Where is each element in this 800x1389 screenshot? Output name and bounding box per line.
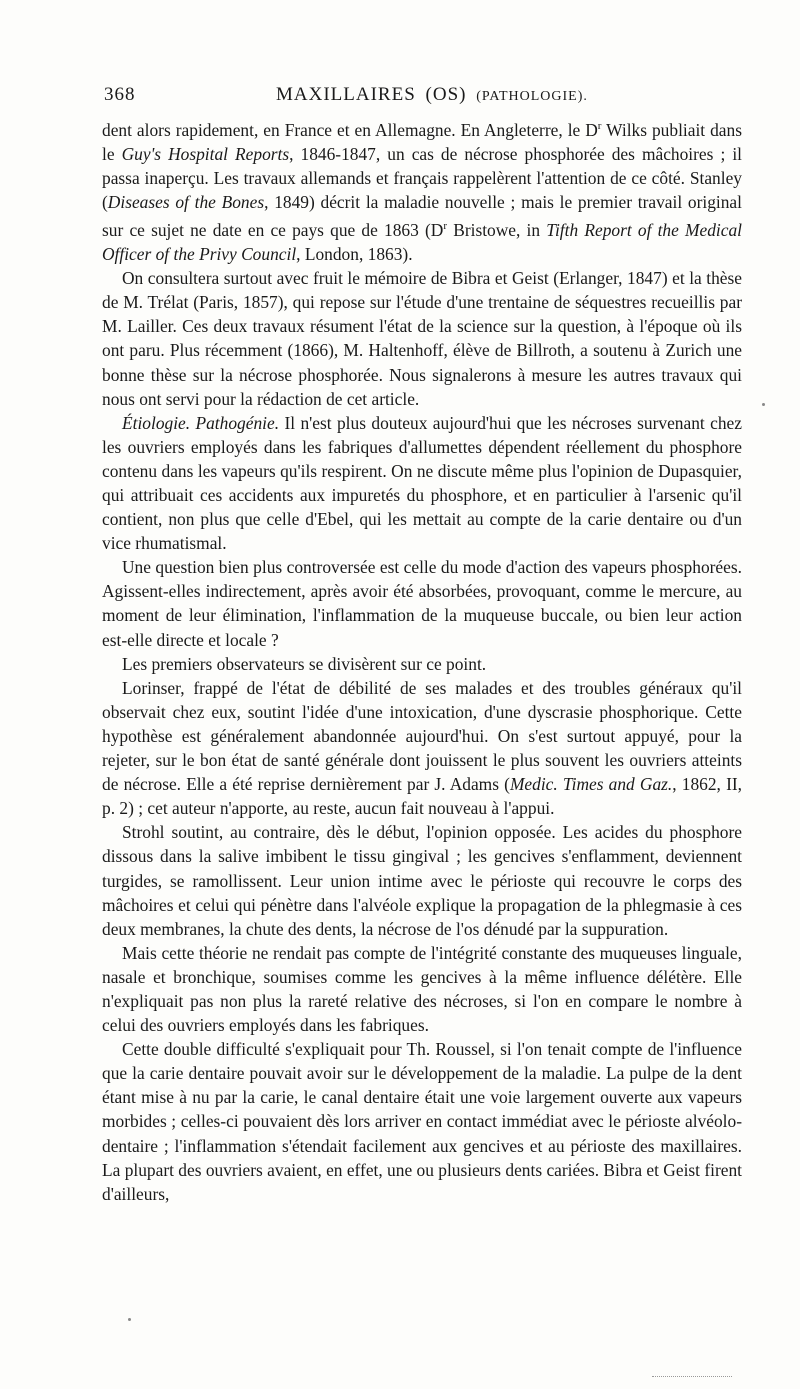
page-number: 368 (104, 84, 136, 105)
paragraph-roussel: Cette double difficulté s'expliquait pour Th. Roussel, si l'on tenait compte de l'influence que la carie dentaire pouvait avoir sur le développement de la maladie. La pulpe de la dent étant mise à nu par la carie, le canal dentaire était une voie largement ouverte aux vapeurs morbides ; celles-ci pouvaient dès lors arriver en contact immédiat avec le périoste alvéolo-dentaire ; l'inflammation s'étendait facilement aux gencives et au périoste des maxillaires. La plupart des ouvriers avaient, en effet, une ou plusieurs dents cariées. Bibra et Geist firent d'ailleurs, (102, 1039, 743, 1204)
margin-speck (762, 403, 765, 406)
running-title-main: MAXILLAIRES (OS) (276, 84, 467, 105)
running-title (276, 84, 588, 106)
paragraph-1: dent alors rapidement, en France et en Allemagne. En Angleterre, le $D^r$ Wilks publiait dans le Guy's Hospital Reports, 1846-1847, un cas de nécrose phosphorée des mâchoires ; il passa inaperçu. Les travaux allemands et français rappelèrent l'attention de ce côté. Stanley (Diseases of the Bones, 1849) décrit la maladie nouvelle ; mais le premier travail original sur ce sujet ne date en ce pays que de 1863 ($D^r$ Bristowe, in Tifth Report of the Medical Officer of the Privy Council, London, 1863). (102, 119, 742, 265)
running-header (104, 84, 794, 114)
paragraph-lorinser: Lorinser, frappé de l'état de débilité de ses malades et des troubles généraux qu'il observait chez eux, soutint l'idée d'une intoxication, d'une dyscrasie phosphorique. Cette hypothèse est généralement abandonnée aujourd'hui. On s'est surtout appuyé, pour la rejeter, sur le bon état de santé générale dont jouissent le plus souvent les ouvriers atteints de nécrose. Elle a été reprise dernièrement par J. Adams (Medic. Times and Gaz., 1862, II, p. 2) ; cet auteur n'apporte, au reste, aucun fait nouveau à l'appui. (102, 677, 742, 819)
bottom-dotted-rule (652, 1376, 732, 1377)
paragraph-4: Une question bien plus controversée est celle du mode d'action des vapeurs phosphorées. Agissent-elles indirectement, après avoir été absorbées, provoquant, comme le mercure, au moment de leur élimination, l'inflammation de la muqueuse buccale, ou bien leur action est-elle directe et locale ? (102, 557, 742, 650)
paragraph-5: Les premiers observateurs se divisèrent sur ce point. (122, 653, 487, 674)
body-text (102, 114, 742, 1206)
paragraph-etiologie: Étiologie. Pathogénie. Il n'est plus douteux aujourd'hui que les nécroses survenant chez les ouvriers employés dans les fabriques d'allumettes dépendent réellement du phosphore contenu dans les vapeurs qu'ils respirent. On ne discute même plus l'opinion de Dupasquier, qui attribuait ces accidents aux impuretés du phosphore, et en particulier à l'arsenic qu'il contient, non plus que celle d'Ebel, qui les mettait au compte de la carie dentaire ou d'un vice rhumatismal. (102, 412, 742, 554)
paragraph-strohl: Strohl soutint, au contraire, dès le début, l'opinion opposée. Les acides du phosphore dissous dans la salive imbibent le tissu gingival ; les gencives s'enflamment, deviennent turgides, se ramollissent. Leur union intime avec le périoste qui recouvre le corps des mâchoires et celui qui pénètre dans l'alvéole explique la propagation de la phlegmasie à ces deux membranes, la chute des dents, la nécrose de l'os dénudé par la suppuration. (102, 822, 742, 939)
margin-speck (128, 1318, 131, 1321)
paragraph-8: Mais cette théorie ne rendait pas compte de l'intégrité constante des muqueuses linguale, nasale et bronchique, soumises comme les gencives à la même influence délétère. Elle n'expliquait pas non plus la rareté relative des nécroses, si l'on en compare le nombre à celui des ouvriers employés dans les fabriques. (102, 942, 742, 1036)
paragraph-2: On consultera surtout avec fruit le mémoire de Bibra et Geist (Erlanger, 1847) et la thèse de M. Trélat (Paris, 1857), qui repose sur l'étude d'une trentaine de séquestres recueillis par M. Lailler. Ces deux travaux résument l'état de la science sur la question, à l'époque où ils ont paru. Plus récemment (1866), M. Haltenhoff, élève de Billroth, a soutenu à Zurich une bonne thèse sur la nécrose phosphorée. Nous signalerons à mesure les autres travaux qui nous ont servi pour la rédaction de cet article. (102, 268, 742, 409)
running-title-subtitle: (PATHOLOGIE). (476, 89, 588, 104)
